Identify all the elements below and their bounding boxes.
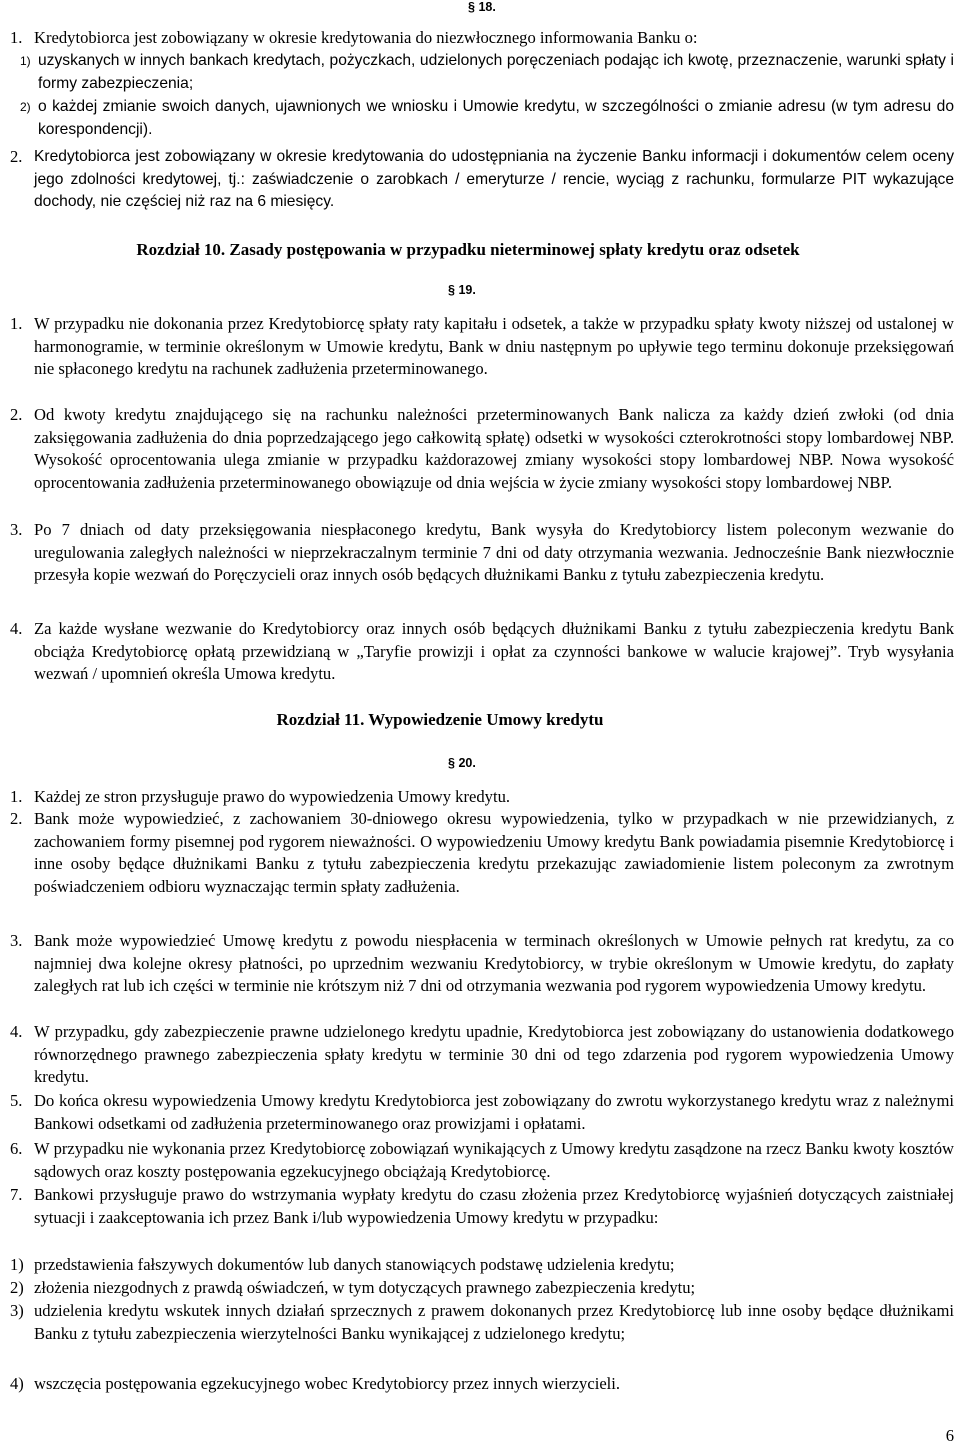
p20-item-7: 7. Bankowi przysługuje prawo do wstrzymania wypłaty kredytu do czasu złożenia przez Kredytobiorcę wyjaśnień dotyczących zaistniałej sytuacji i zaakceptowania ich przez Bank i/lub wypowiedzenia Umowy kredytu w przypadku: bbox=[10, 1185, 954, 1227]
p20-sub-2: 2) złożenia niezgodnych z prawdą oświadczeń, w tym dotyczących prawnego zabezpieczenia kredytu; bbox=[10, 1278, 696, 1297]
p20-item-6: 6. W przypadku nie wykonania przez Kredytobiorcę zobowiązań wynikających z Umowy kredytu zasądzone na rzecz Banku kwoty kosztów sądowych oraz koszty postępowania egzekucyjnego obciążają Kredytobiorcę. bbox=[10, 1139, 954, 1181]
p20-item-5: 5. Do końca okresu wypowiedzenia Umowy kredytu Kredytobiorca jest zobowiązany do zwrotu wykorzystanego kredytu wraz z należnymi Bankowi odsetkami od zadłużenia przeterminowanego oraz prowizjami i opłatami. bbox=[10, 1091, 954, 1133]
page-number: 6 bbox=[945, 1426, 954, 1445]
p20-item-3: 3. Bank może wypowiedzieć Umowę kredytu z powodu niespłacenia w terminach określonych w Umowie pełnych rat kredytu, za co najmniej dwa kolejne okresy płatności, po uprzednim wezwaniu Kredytobiorcy, w trybie określonym w Umowie kredytu, do zapłaty zaległych rat lub ich części w terminie nie krótszym niż 7 dni od otrzymania wezwania pod rygorem wypowiedzenia Umowy kredytu. bbox=[10, 931, 954, 996]
paragraph-sign-20: § 20. bbox=[448, 756, 476, 770]
p18-item-1: 1. Kredytobiorca jest zobowiązany w okresie kredytowania do niezwłocznego informowania Banku o: bbox=[10, 28, 698, 47]
p18-item-2: 2. Kredytobiorca jest zobowiązany w okresie kredytowania do udostępniania na życzenie Banku informacji i dokumentów celem oceny jego zdolności kredytowej, tj.: zaświadczenie o zarobkach / emeryturze / rencie, wyciąg z rachunku, formularze PIT wykazujące dochody, nie częściej niż raz na 6 miesięcy. bbox=[10, 147, 954, 211]
chapter-10-heading: Rozdział 10. Zasady postępowania w przypadku nieterminowej spłaty kredytu oraz odsetek bbox=[136, 240, 800, 259]
chapter-11-heading: Rozdział 11. Wypowiedzenie Umowy kredytu bbox=[276, 710, 604, 729]
p20-sub-1: 1) przedstawienia fałszywych dokumentów lub danych stanowiących podstawę udzielenia kredytu; bbox=[10, 1255, 675, 1274]
p20-item-1: 1. Każdej ze stron przysługuje prawo do wypowiedzenia Umowy kredytu. bbox=[10, 787, 511, 806]
p19-item-4: 4. Za każde wysłane wezwanie do Kredytobiorcy oraz innych osób będących dłużnikami Banku z tytułu zabezpieczenia kredytu Bank obciąża Kredytobiorcę opłatą przewidzianą w „Taryfie prowizji i opłat za czynności bankowe w walucie krajowej”. Tryb wysyłania wezwań / upomnień określa Umowa kredytu. bbox=[10, 619, 954, 684]
paragraph-sign-18: § 18. bbox=[468, 0, 496, 14]
p20-item-2: 2. Bank może wypowiedzieć, z zachowaniem 30-dniowego okresu wypowiedzenia, tylko w przypadkach w nie przewidzianych, z zachowaniem formy pisemnej pod rygorem nieważności. O wypowiedzeniu Umowy kredytu Bank powiadamia pisemnie Kredytobiorcę i inne osoby będące dłużnikami Banku z tytułu zabezpieczenia kredytu przekazując zawiadomienie listem poleconym za zwrotnym poświadczeniem odbioru wyznaczając termin spłaty zadłużenia. bbox=[10, 809, 954, 896]
p18-sub-2: 2) o każdej zmianie swoich danych, ujawnionych we wniosku i Umowie kredytu, w szczególności o zmianie adresu (w tym adresu do korespondencji). bbox=[20, 98, 954, 138]
p19-item-2: 2. Od kwoty kredytu znajdującego się na rachunku należności przeterminowanych Bank nalicza za każdy dzień zwłoki (od dnia zaksięgowania zadłużenia do dnia poprzedzającego jego całkowitą spłatę) odsetki w wysokości czterokrotności stopy lombardowej NBP. Wysokość oprocentowania ulega zmianie w przypadku każdorazowej zmiany wysokości stopy lombardowej NBP. Nowa wysokość oprocentowania zadłużenia przeterminowanego obowiązuje od dnia wejścia w życie zmiany wysokości stopy lombardowej NBP. bbox=[10, 405, 954, 492]
p20-sub-3: 3) udzielenia kredytu wskutek innych działań sprzecznych z prawem dokonanych przez Kredytobiorcę lub inne osoby będące dłużnikami Banku z tytułu zabezpieczenia wierzytelności Banku wynikającej z udzielonego kredytu; bbox=[10, 1301, 954, 1343]
p20-sub-4: 4) wszczęcia postępowania egzekucyjnego wobec Kredytobiorcy przez innych wierzycieli. bbox=[10, 1374, 621, 1393]
p20-item-4: 4. W przypadku, gdy zabezpieczenie prawne udzielonego kredytu upadnie, Kredytobiorca jest zobowiązany do ustanowienia dodatkowego równorzędnego prawnego zabezpieczenia spłaty kredytu w terminie 30 dni od tego zdarzenia pod rygorem wypowiedzenia Umowy kredytu. bbox=[10, 1022, 954, 1087]
paragraph-sign-19: § 19. bbox=[448, 283, 476, 297]
p19-item-3: 3. Po 7 dniach od daty przeksięgowania niespłaconego kredytu, Bank wysyła do Kredytobiorcy listem poleconym wezwanie do uregulowania zaległych należności w nieprzekraczalnym terminie 7 dni od daty otrzymania wezwania. Jednocześnie Bank niezwłocznie przesyła kopie wezwań do Poręczycieli oraz innych osób będących dłużnikami Banku z tytułu zabezpieczenia kredytu. bbox=[10, 520, 954, 585]
p19-item-1: 1. W przypadku nie dokonania przez Kredytobiorcę spłaty raty kapitału i odsetek, a także w przypadku spłaty kwoty niższej od ustalonej w harmonogramie, w terminie określonym w Umowie kredytu, Bank w dniu następnym po upływie tego terminu dokonuje przeksięgowań nie spłaconego kredytu na rachunek zadłużenia przeterminowanego. bbox=[10, 314, 954, 379]
p18-sub-1: 1) uzyskanych w innych bankach kredytach, pożyczkach, udzielonych poręczeniach podając ich kwotę, przeznaczenie, warunki spłaty i formy zabezpieczenia; bbox=[20, 52, 954, 92]
